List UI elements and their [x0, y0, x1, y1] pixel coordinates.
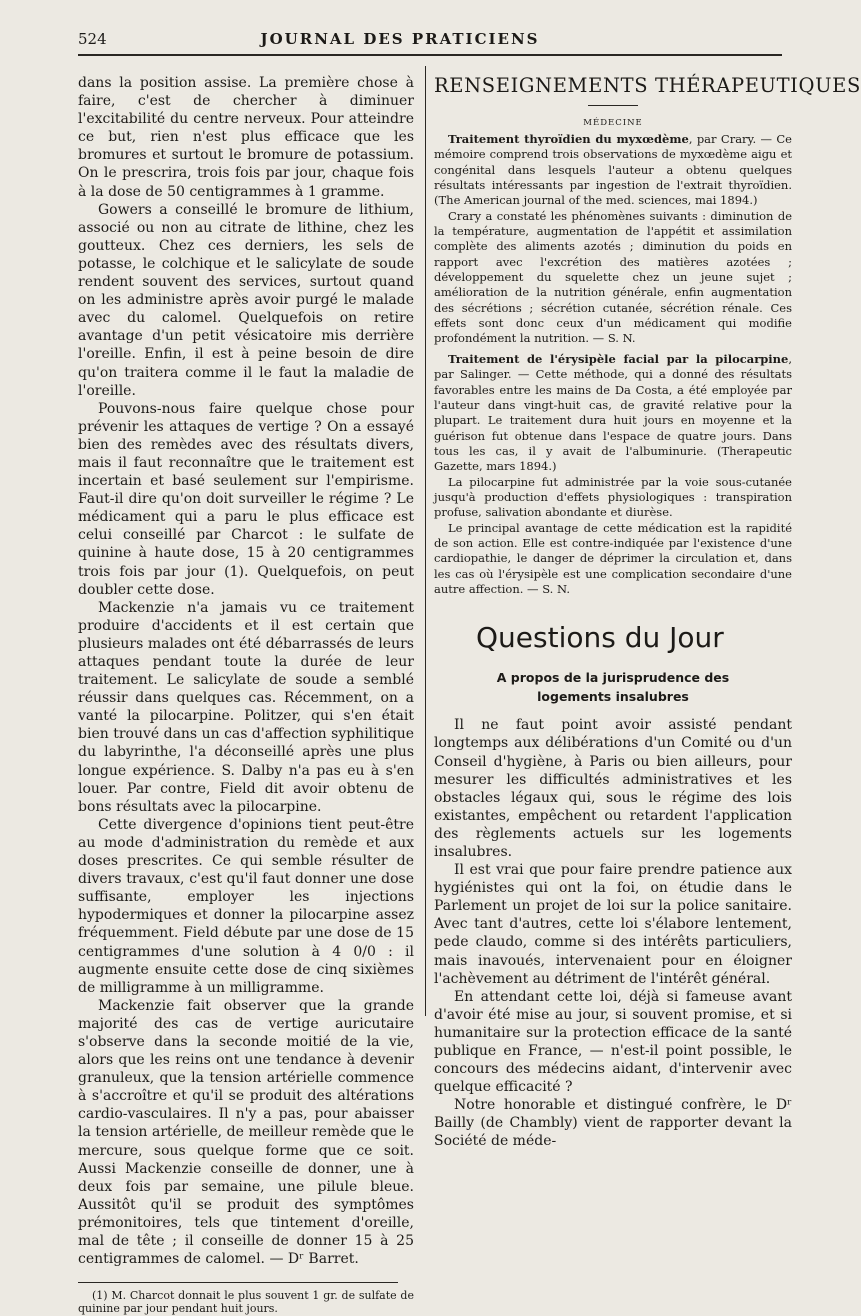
questions-title: Questions du Jour [476, 621, 724, 655]
header-rule [78, 54, 782, 56]
footnote-rule [78, 1282, 398, 1283]
column-divider [425, 66, 426, 1016]
left-paragraph: Pouvons-nous faire quelque chose pour prévenir les attaques de vertige ? On a essayé bien des remèdes avec des résultats divers, mais il faut reconnaître que le traitement est incertain et basé seulement sur l'empirisme. Faut-il dire qu'on doit surveiller le régime ? Le médicament qui a paru le plus efficace est celui conseillé par Charcot : le sulfate de quinine à haute dose, 15 à 20 centigrammes trois fois par jour (1). Quelquefois, on peut doubler cette dose. [78, 400, 414, 598]
article-body-paragraph: Il ne faut point avoir assisté pendant longtemps aux délibérations d'un Comité ou d'un Conseil d'hygiène, à Paris ou bien ailleurs, pour mesurer les difficultés administratives et les obstacles légaux qui, sous le régime des lois existantes, empêchent ou retardent l'application des règlements actuels sur les logements insalubres. [434, 717, 792, 860]
left-paragraph: Mackenzie n'a jamais vu ce traitement produire d'accidents et il est certain que plusieurs malades ont été débarrassés de leurs attaques pendant toute la durée de leur traitement. Le salicylate de soude a semblé réussir dans quelques cas. Récemment, on a vanté la pilocarpine. Politzer, qui s'en était bien trouvé dans un cas d'affection syphilitique du labyrinthe, l'a déconseillé après une plus longue expérience. S. Dalby n'a pas eu à s'en louer. Par contre, Field dit avoir obtenu de bons résultats avec la pilocarpine. [78, 599, 414, 815]
journal-title: JOURNAL DES PRATICIENS [260, 30, 540, 48]
article-body-paragraph: En attendant cette loi, déjà si fameuse avant d'avoir été mise au jour, si souvent promise, et si humanitaire sur la protection efficace de la santé publique en France, — n'est-il point possible, le concours des médecins aidant, d'intervenir avec quelque efficacité ? [434, 988, 792, 1096]
footnote: (1) M. Charcot donnait le plus souvent 1 gr. de sulfate de quinine par jour pendant huit jours. [78, 1289, 414, 1316]
subsection-heading: MÉDECINE [583, 118, 643, 128]
left-paragraph: Mackenzie fait observer que la grande majorité des cas de vertige auricutaire s'observe dans la seconde moitié de la vie, alors que les reins ont une tendance à devenir granuleux, que la tension artérielle commence à s'accroître et qu'il se produit des altérations cardio-vasculaires. Il n'y a pas, pour abaisser la tension artérielle, de meilleur remède que le mercure, sous quelque forme que ce soit. Aussi Mackenzie conseille de donner, une à deux fois par semaine, une pilule bleue. Aussitôt qu'il se produit des symptômes prémonitoires, tels que tintement d'oreille, mal de tête ; il conseille de donner 15 à 25 centigrammes de calomel. — Dʳ Barret. [78, 997, 414, 1268]
article-title: Traitement de l'érysipèle facial par la pilocarpine [448, 351, 789, 366]
section-rule [588, 105, 638, 106]
article-body-paragraph: Il est vrai que pour faire prendre patience aux hygiénistes qui ont la foi, on étudie dans le Parlement un projet de loi sur la police sanitaire. Avec tant d'autres, cette loi s'élabore lentement, pede claudo, comme si des intérêts particuliers, mais inavoués, intervenaient pour en éloigner l'achèvement au détriment de l'intérêt général. [434, 862, 792, 987]
article-lead: , par Crary. — Ce mémoire comprend trois observations de myxœdème aigu et congénital dans lesquels l'auteur a obtenu quelques résultats intéressants par ingestion de l'extrait thyroïdien. (The American journal of the med. sciences, mai 1894.) [434, 132, 792, 208]
article-paragraph: La pilocarpine fut administrée par la voie sous-cutanée jusqu'à production d'effets physiologiques : transpiration profuse, salivation abondante et diurèse. [434, 474, 792, 520]
section-title: RENSEIGNEMENTS THÉRAPEUTIQUES [434, 74, 861, 97]
article-heading: A propos de la jurisprudence des logements insalubres [496, 670, 730, 705]
left-paragraph: dans la position assise. La première chose à faire, c'est de chercher à diminuer l'excitabilité du centre nerveux. Pour atteindre ce but, rien n'est plus efficace que les bromures et surtout le bromure de potassium. On le prescrira, trois fois par jour, chaque fois à la dose de 50 centigrammes à 1 gramme. [78, 75, 414, 200]
left-paragraph: Gowers a conseillé le bromure de lithium, associé ou non au citrate de lithine, chez les goutteux. Chez ces derniers, les sels de potasse, le colchique et le salicylate de soude rendent souvent des services, surtout quand on les administre après avoir purgé le malade avec du calomel. Quelquefois on retire avantage d'un petit vésicatoire mis derrière l'oreille. Enfin, il est à peine besoin de dire qu'on traitera comme il le faut la maladie de l'oreille. [78, 201, 414, 399]
article-paragraph: Le principal avantage de cette médication est la rapidité de son action. Elle est contre-indiquée par l'existence d'une cardiopathie, le danger de déprimer la circulation et, dans les cas où l'érysipèle est une complication secondaire d'une autre affection. — S. N. [434, 520, 792, 596]
article-title: Traitement thyroïdien du myxœdème [448, 132, 689, 146]
left-column [78, 74, 414, 1316]
page-number: 524 [78, 30, 107, 48]
article-entry [434, 352, 792, 475]
left-paragraph: Cette divergence d'opinions tient peut-être au mode d'administration du remède et aux doses prescrites. Ce qui semble résulter de divers travaux, c'est qu'il faut donner une dose suffisante, employer les injections hypodermiques et donner la pilocarpine assez fréquemment. Field débute par une dose de 15 centigrammes d'une solution à 4 0/0 : il augmente ensuite cette dose de cinq sixièmes de milligramme à un milligramme. [78, 816, 414, 996]
article-lead: , par Salinger. — Cette méthode, qui a donné des résultats favorables entre les mains de Da Costa, a été employée par l'auteur dans vingt-huit cas, de gravité relative pour la plupart. Le traitement dura huit jours en moyenne et la guérison fut obtenue dans l'espace de quatre jours. Dans tous les cas, il y avait de l'albuminurie. (Therapeutic Gazette, mars 1894.) [434, 351, 792, 474]
article-body-paragraph: Notre honorable et distingué confrère, le Dʳ Bailly (de Chambly) vient de rapporter devant la Société de méde- [434, 1097, 792, 1150]
right-column [434, 70, 861, 1151]
article-paragraph: Crary a constaté les phénomènes suivants : diminution de la température, augmentation de l'appétit et assimilation complète des aliments azotés ; diminution du poids en rapport avec l'excrétion des matières azotées ; développement du squelette chez un jeune sujet ; amélioration de la nutrition générale, enfin augmentation des sécrétions ; sécrétion cutanée, sécrétion rénale. Ces effets sont donc ceux d'un médicament qui modifie profondément la nutrition. — S. N. [434, 208, 792, 346]
article-entry [434, 132, 792, 209]
